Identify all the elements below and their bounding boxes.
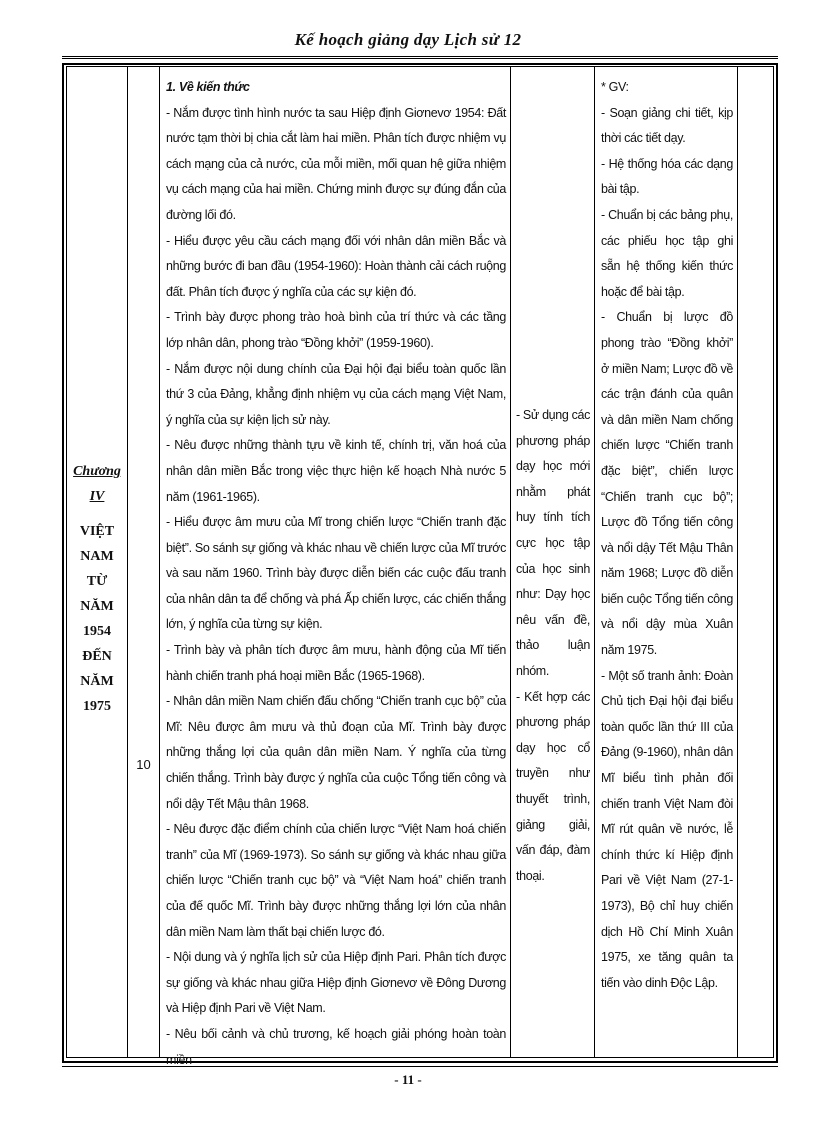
objective-item: - Nêu bối cảnh và chủ trương, kế hoạch giải phóng hoàn toàn miền [166, 1026, 506, 1067]
objective-item: - Nhân dân miền Nam chiến đấu chống “Chiến tranh cục bộ” của Mĩ: Nêu được âm mưu và thủ đoạn của Mĩ. Trình bày được những thắng lợi của quân dân miền Nam. Ý nghĩa của từng chiến thắng. Trình bày được ý nghĩa của cuộc Tổng tiến công và nổi dậy Tết Mậu thân 1968. [166, 694, 506, 811]
preparation-item: - Hệ thống hóa các dạng bài tập. [601, 156, 733, 197]
page-number: - 11 - [394, 1072, 422, 1087]
preparation-column [595, 67, 737, 1056]
objective-item: - Nêu được những thành tựu về kinh tế, chính trị, văn hoá của nhân dân miền Bắc trong việc thực hiện kế hoạch Nhà nước 5 năm (1961-1965). [166, 438, 506, 504]
objective-item: - Nắm được tình hình nước ta sau Hiệp định Giơnevơ 1954: Đất nước tạm thời bị chia cắt làm hai miền. Phân tích được nhiệm vụ cách mạng của cả nước, của mỗi miền, mối quan hệ giữa nhiệm vụ cách mạng của hai miền. Chứng minh được sự đúng đắn của đường lối đó. [166, 105, 506, 222]
objective-item: - Hiểu được âm mưu của Mĩ trong chiến lược “Chiến tranh đặc biệt”. So sánh sự giống và khác nhau về chiến lược của Mĩ trước và sau năm 1960. Trình bày được diễn biến các cuộc đấu tranh của nhân dân ta để chống và phá Ấp chiến lược, các chiến thắng lớn, ý nghĩa của từng sự kiện. [166, 515, 506, 632]
chapter-number: IV [89, 489, 105, 504]
preparation-text [595, 67, 737, 996]
preparation-item: - Soạn giảng chi tiết, kịp thời các tiết dạy. [601, 105, 733, 146]
footer-rule [62, 1066, 778, 1067]
chapter-cell [67, 459, 127, 719]
method-item: - Kết hợp các phương pháp dạy học cổ truyền như thuyết trình, giảng giải, vấn đáp, đàm thoại. [516, 689, 590, 883]
objective-item: - Nêu được đặc điểm chính của chiến lược “Việt Nam hoá chiến tranh” của Mĩ (1969-1973). So sánh sự giống và khác nhau giữa chiến lược “Chiến tranh cục bộ” và “Việt Nam hoá” chiến tranh của đế quốc Mĩ. Trình bày được những thắng lợi lớn của nhân dân miền Nam làm thất bại chiến lược đó. [166, 822, 506, 939]
objectives-text [160, 67, 510, 1073]
methods-column [511, 67, 594, 1056]
preparation-item: - Chuẩn bị các bảng phụ, các phiếu học tập ghi sẵn hệ thống kiến thức hoặc để bài tập. [601, 207, 733, 299]
method-item: - Sử dụng các phương pháp dạy học mới nhằm phát huy tính tích cực học tập của học sinh như: Dạy học nêu vấn đề, thảo luận nhóm. [516, 408, 590, 678]
period-count: 10 [136, 757, 151, 772]
header-rule [62, 56, 778, 59]
preparation-item: - Một số tranh ảnh: Đoàn Chủ tịch Đại hội đại biểu toàn quốc lần thứ III của Đảng (9-1960), nhân dân Mĩ biểu tình phản đối chiến tranh Việt Nam đòi Mĩ rút quân về nước, lễ chính thức kí Hiệp định Pari về Việt Nam (27-1-1973), Bộ chỉ huy chiến dịch Hồ Chí Minh Xuân 1975, xe tăng quân ta tiến vào dinh Độc Lập. [601, 668, 733, 990]
objective-item: - Nắm được nội dung chính của Đại hội đại biểu toàn quốc lần thứ 3 của Đảng, khẳng định nhiệm vụ của cách mạng Việt Nam, ý nghĩa của sự kiện lịch sử này. [166, 361, 506, 427]
periods-column [128, 67, 159, 1056]
chapter-label: Chương [73, 464, 121, 479]
preparation-item: - Chuẩn bị lược đồ phong trào “Đồng khởi” ở miền Nam; Lược đồ về các trận đánh của quân và dân miền Nam chống chiến lược “Chiến tranh đặc biệt”, chiến lược “Chiến tranh cục bộ”; Lược đồ Tổng tiến công và nổi dậy Tết Mậu Thân năm 1968; Lược đồ diễn biến cuộc Tổng tiến công và nổi dậy mùa Xuân năm 1975. [601, 310, 733, 658]
objective-item: - Trình bày được phong trào hoà bình của trí thức và các tầng lớp nhân dân, phong trào “Đồng khởi” (1959-1960). [166, 310, 506, 350]
preparation-heading: * GV: [601, 80, 629, 94]
chapter-title: VIỆT NAM TỪ NĂM 1954 ĐẾN NĂM 1975 [79, 524, 115, 714]
objectives-column [160, 67, 510, 1067]
notes-column [738, 67, 771, 1056]
objective-item: - Trình bày và phân tích được âm mưu, hành động của Mĩ tiến hành chiến tranh phá hoại miền Bắc (1965-1968). [166, 643, 506, 683]
page-header-title: Kế hoạch giảng dạy Lịch sử 12 [294, 30, 522, 49]
objective-item: - Hiểu được yêu cầu cách mạng đối với nhân dân miền Bắc và những bước đi ban đầu (1954-1960): Hoàn thành cải cách ruộng đất. Phân tích được ý nghĩa của các sự kiện đó. [166, 233, 506, 299]
objectives-heading: 1. Về kiến thức [166, 80, 250, 94]
objective-item: - Nội dung và ý nghĩa lịch sử của Hiệp định Pari. Phân tích được sự giống và khác nhau giữa Hiệp định Giơnevơ về Đông Dương và Hiệp định Pari về Việt Nam. [166, 950, 506, 1016]
methods-text [511, 403, 594, 889]
chapter-column [67, 67, 127, 1056]
